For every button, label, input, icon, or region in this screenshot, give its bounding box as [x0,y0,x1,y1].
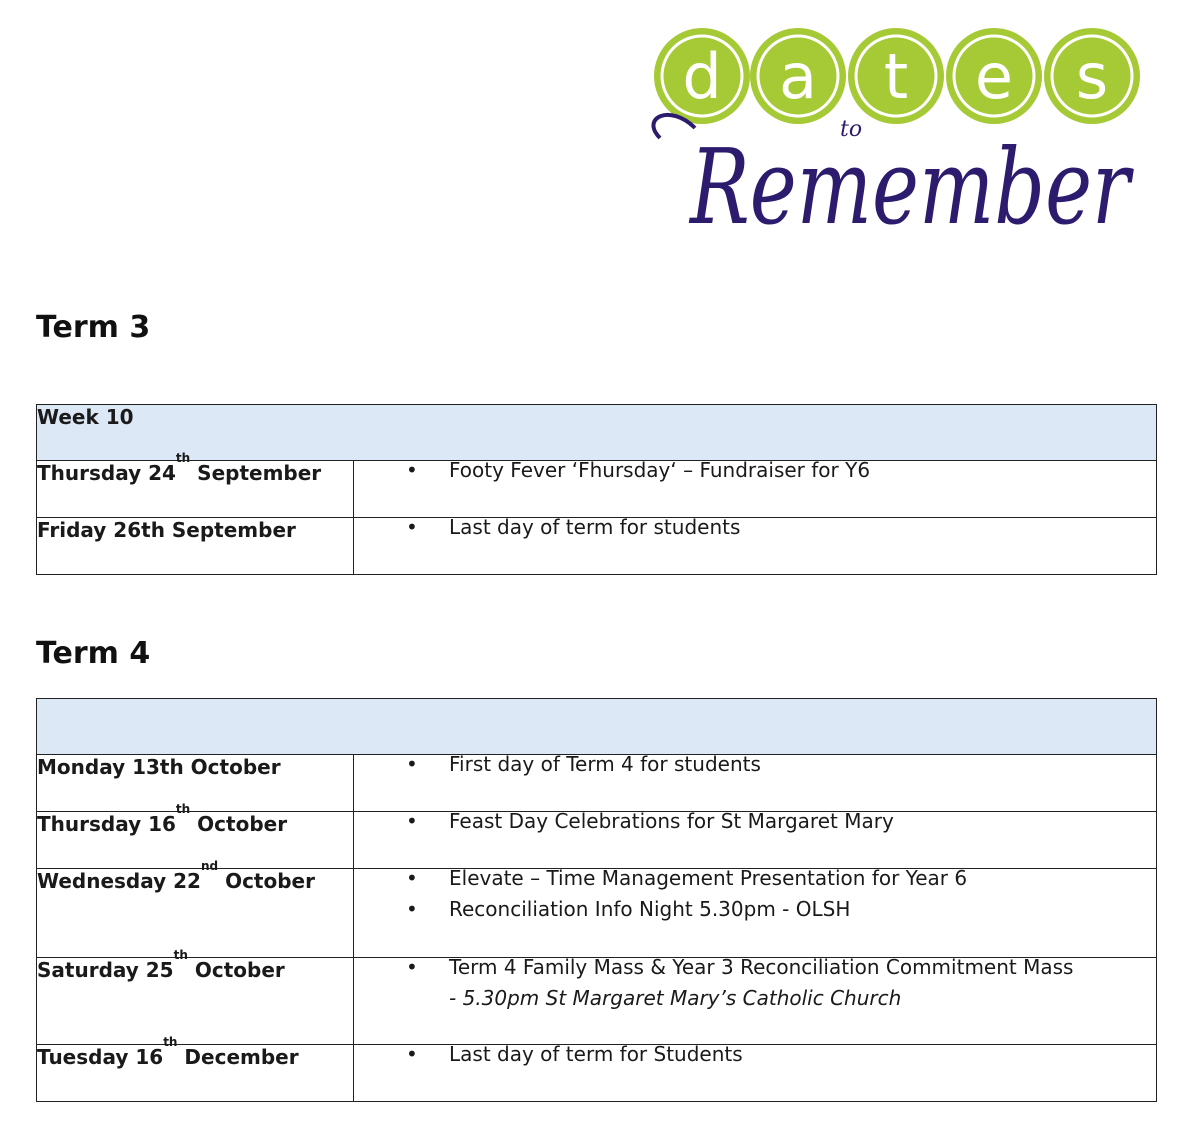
date-cell: Wednesday 22nd October [37,869,354,958]
event-cell [354,809,1157,869]
logo-letter: t [883,40,909,113]
event-cell [354,515,1157,575]
event-subtext: - 5.30pm St Margaret Mary’s Catholic Church [449,986,902,1010]
week-label [37,699,1157,755]
logo-letter: s [1075,40,1109,113]
term3-table [36,404,1157,575]
date-cell: Saturday 25th October [37,958,354,1045]
logo-small-word: to [840,117,863,142]
event-cell [354,458,1157,518]
event-cell [354,752,1157,812]
date-cell: Monday 13th October [37,755,354,812]
week-label: Week 10 [37,405,1157,461]
event-item: • Last day of term for Students [354,1039,1156,1070]
table-row [37,461,1157,518]
logo-letter: e [974,40,1014,113]
table-row [37,1045,1157,1102]
date-cell: Thursday 24th September [37,461,354,518]
table-row [37,869,1157,958]
table-row [37,755,1157,812]
event-item: • Term 4 Family Mass & Year 3 Reconciliation Commitment Mass - 5.30pm St Margaret Mary’s Catholic Church [354,952,1156,1014]
event-item: • Footy Fever ‘Fhursday‘ – Fundraiser for Y6 [354,455,1156,486]
event-cell [354,1042,1157,1102]
logo-letter: d [682,40,722,113]
term4-heading: Term 4 [36,636,151,671]
date-cell: Thursday 16th October [37,812,354,869]
event-cell [354,866,1157,958]
event-item: • Last day of term for students [354,512,1156,543]
event-item: • Feast Day Celebrations for St Margaret Mary [354,806,1156,837]
logo-letter: a [779,40,817,113]
event-item: • First day of Term 4 for students [354,749,1156,780]
event-item: • Reconciliation Info Night 5.30pm - OLSH [354,894,1156,925]
dates-to-remember-logo [640,18,1160,258]
event-item: • Elevate – Time Management Presentation for Year 6 [354,863,1156,894]
term4-table [36,698,1157,1102]
event-cell [354,955,1157,1045]
logo-script-word: Remember [688,126,1135,248]
week-header-row [37,405,1157,461]
week-header-row [37,699,1157,755]
table-row [37,958,1157,1045]
term3-heading: Term 3 [36,310,151,345]
table-row [37,518,1157,575]
date-cell: Tuesday 16th December [37,1045,354,1102]
date-cell: Friday 26th September [37,518,354,575]
